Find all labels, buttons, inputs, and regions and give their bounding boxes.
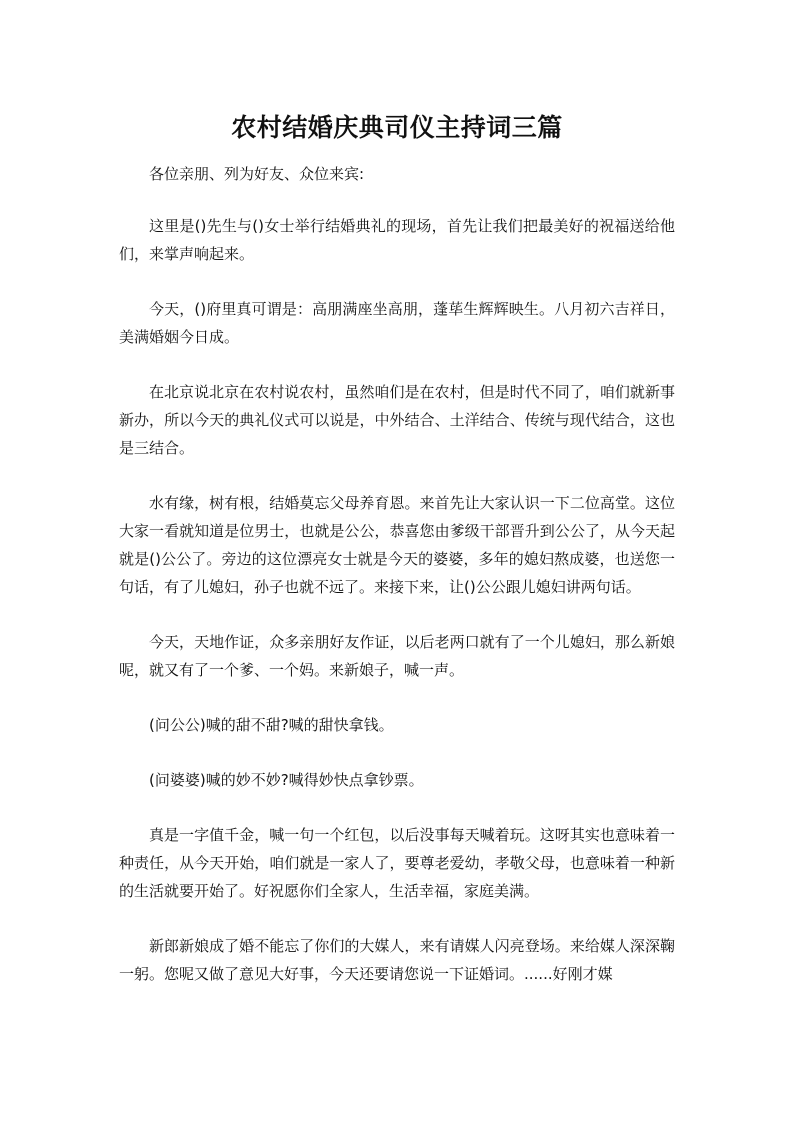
- document-body: [119, 110, 675, 1015]
- paragraph-greeting: 各位亲朋、列为好友、众位来宾:: [149, 165, 365, 183]
- paragraph-matchmaker: 新郎新娘成了婚不能忘了你们的大媒人，来有请媒人闪亮登场。来给媒人深深鞠一躬。您呢又做了意见大好事，今天还要请您说一下证婚词。......好刚才媒: [119, 937, 675, 983]
- paragraph-ask-mother-in-law: (问婆婆)喊的妙不妙?喊得妙快点拿钞票。: [149, 771, 424, 789]
- document-title: 农村结婚庆典司仪主持词三篇: [231, 113, 563, 142]
- paragraph-opening: 这里是()先生与()女士举行结婚典礼的现场，首先让我们把最美好的祝福送给他们，来掌声响起来。: [119, 217, 675, 263]
- paragraph-ask-father-in-law: (问公公)喊的甜不甜?喊的甜快拿钱。: [149, 716, 394, 734]
- paragraph-blessing: 真是一字值千金，喊一句一个红包，以后没事每天喊着玩。这呀其实也意味着一种责任，从今天开始，咱们就是一家人了，要尊老爱幼，孝敬父母，也意味着一种新的生活就要开始了。好祝愿你们全家人，生活幸福，家庭美满。: [119, 826, 675, 900]
- paragraph-three-combinations: 在北京说北京在农村说农村，虽然咱们是在农村，但是时代不同了，咱们就新事新办，所以今天的典礼仪式可以说是，中外结合、土洋结合、传统与现代结合，这也是三结合。: [119, 383, 675, 457]
- paragraph-parents: 水有缘，树有根，结婚莫忘父母养育恩。来首先让大家认识一下二位高堂。这位大家一看就知道是位男士，也就是公公，恭喜您由爹级干部晋升到公公了，从今天起就是()公公了。旁边的这位漂亮女士就是今天的婆婆，多年的媳妇熬成婆，也送您一句话，有了儿媳妇，孙子也就不远了。来接下来，让()公公跟儿媳妇讲两句话。: [119, 494, 675, 596]
- paragraph-witness: 今天，天地作证，众多亲朋好友作证，以后老两口就有了一个儿媳妇，那么新娘呢，就又有了一个爹、一个妈。来新娘子，喊一声。: [119, 633, 675, 679]
- paragraph-today: 今天，()府里真可谓是：高朋满座坐高朋，蓬荜生辉辉映生。八月初六吉祥日，美满婚姻今日成。: [119, 300, 675, 346]
